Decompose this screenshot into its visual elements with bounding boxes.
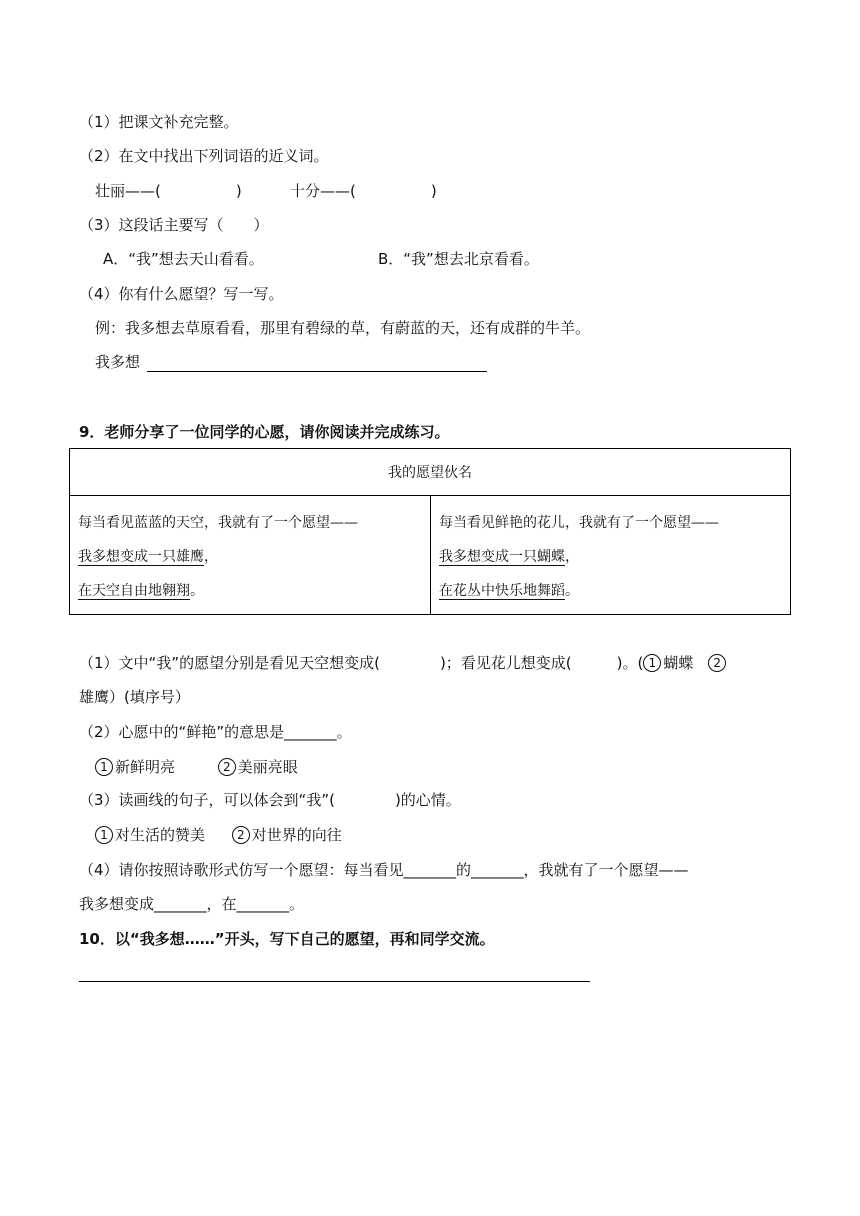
q10-answer-blank[interactable] <box>79 981 590 982</box>
q8-answer-blank[interactable] <box>147 371 487 372</box>
q9-sub1-option1: 蝴蝶 <box>663 654 694 672</box>
q8-answer-lead: 我多想 <box>95 353 141 371</box>
q9-title: 9．老师分享了一位同学的心愿，请你阅读并完成练习。 <box>79 423 450 441</box>
option-number-2: 2 <box>232 826 250 844</box>
q8-sub4: （4）你有什么愿望？写一写。 <box>79 285 284 303</box>
q8-option-b: B．“我”想去北京看看。 <box>378 250 539 268</box>
q9-sub3: （3）读画线的句子，可以体会到“我”( )的心情。 <box>79 791 461 809</box>
q9-sub2: （2）心愿中的“鲜艳”的意思是_______。 <box>79 723 352 741</box>
q9-sub4: （4）请你按照诗歌形式仿写一个愿望：每当看见_______的_______，我就有了一个愿望—— <box>79 861 689 879</box>
option-number-1: 1 <box>95 758 113 776</box>
poem-right-line2: 我多想变成一只蝴蝶 <box>439 549 565 565</box>
poem-left-line3: 在天空自由地翱翔 <box>78 583 190 599</box>
q8-sub3: （3）这段话主要写（ ） <box>79 216 269 234</box>
wish-table-header: 我的愿望伙名 <box>70 449 791 496</box>
wish-poem-right <box>431 496 791 615</box>
option-number-1: 1 <box>643 654 661 672</box>
q9-sub1-continued: 雄鹰）(填序号） <box>79 688 190 706</box>
q8-synonym-1: 壮丽——( ) <box>95 182 242 200</box>
poem-right-line3: 在花丛中快乐地舞蹈 <box>439 583 565 599</box>
q9-sub1 <box>79 653 728 673</box>
poem-left-line3-punct: 。 <box>190 583 204 599</box>
q9-sub4-continued: 我多想变成_______，在_______。 <box>79 895 305 913</box>
wish-poem-left <box>70 496 431 615</box>
q9-sub2-options <box>95 757 298 777</box>
q9-sub2-option2: 美丽亮眼 <box>237 758 298 776</box>
q9-sub1-text: （1）文中“我”的愿望分别是看见天空想变成( )；看见花儿想变成( )。( <box>79 654 644 672</box>
q8-example: 例：我多想去草原看看，那里有碧绿的草，有蔚蓝的天，还有成群的牛羊。 <box>95 319 591 337</box>
poem-right-line2-punct: ， <box>565 549 579 565</box>
q9-sub3-option2: 对世界的向往 <box>251 826 342 844</box>
q8-option-a: A．“我”想去天山看看。 <box>103 250 264 268</box>
q9-sub3-options <box>95 825 342 845</box>
q8-sub2: （2）在文中找出下列词语的近义词。 <box>79 147 329 165</box>
q9-sub3-option1: 对生活的赞美 <box>115 826 206 844</box>
q9-sub2-option1: 新鲜明亮 <box>115 758 176 776</box>
q10-title: 10．以“我多想……”开头，写下自己的愿望，再和同学交流。 <box>79 930 495 948</box>
option-number-2: 2 <box>218 758 236 776</box>
poem-left-line2-punct: ， <box>204 549 218 565</box>
poem-left-line1: 每当看见蓝蓝的天空，我就有了一个愿望—— <box>78 515 358 531</box>
option-number-1: 1 <box>95 826 113 844</box>
option-number-2: 2 <box>708 654 726 672</box>
poem-left-line2: 我多想变成一只雄鹰 <box>78 549 204 565</box>
q8-sub1: （1）把课文补充完整。 <box>79 113 239 131</box>
poem-right-line1: 每当看见鲜艳的花儿，我就有了一个愿望—— <box>439 515 719 531</box>
poem-right-line3-punct: 。 <box>565 583 579 599</box>
wish-table <box>69 448 791 615</box>
q8-synonym-2: 十分——( ) <box>290 182 437 200</box>
